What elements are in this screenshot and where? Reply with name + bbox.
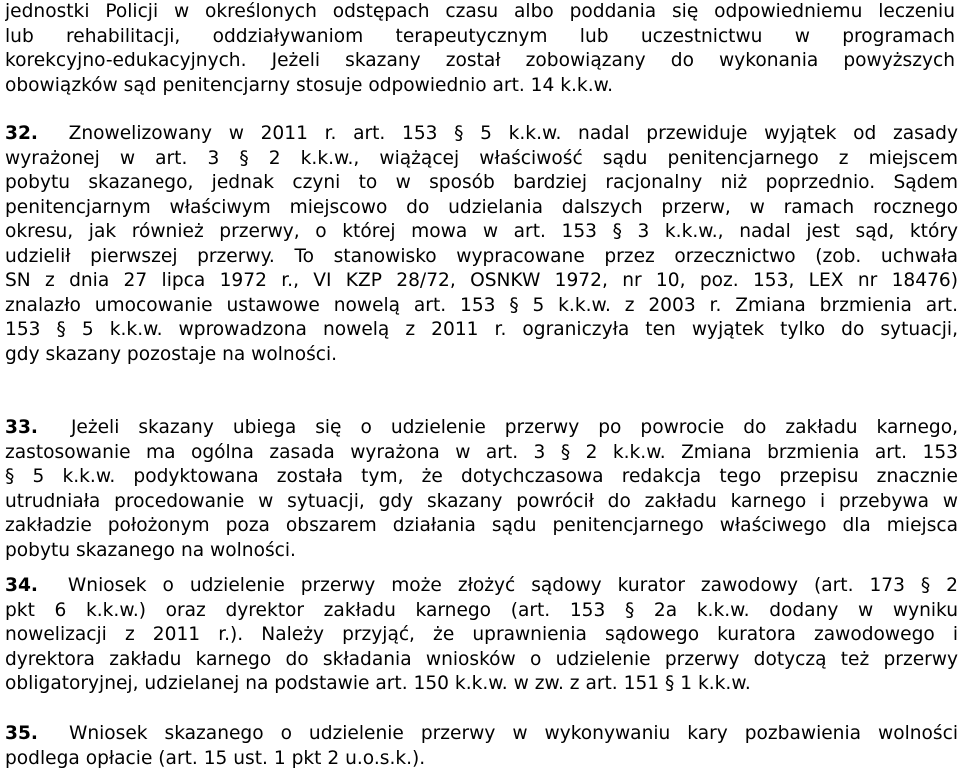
- text-line: gdy skazany pozostaje na wolności.: [5, 343, 338, 365]
- note-number: 32.: [5, 123, 38, 144]
- text-line: zakładzie położonym poza obszarem działania sądu penitencjarnego właściwego dla miejsca: [5, 515, 958, 536]
- text-line: wyrażonej w art. 3 § 2 k.k.w., wiążącej właściwość sądu penitencjarnego z miejscem: [5, 147, 958, 169]
- note-34: [5, 574, 958, 697]
- text-line: okresu, jak również przerwy, o której mowa w art. 153 § 3 k.k.w., nadal jest sąd, który: [5, 221, 958, 242]
- text-line: obligatoryjnej, udzielanej na podstawie art. 150 k.k.w. w zw. z art. 151 § 1 k.k.w.: [5, 673, 751, 694]
- note-first-line-text: Jeżeli skazany ubiega się o udzielenie przerwy po powrocie do zakładu karnego,: [70, 417, 958, 438]
- note-first-line: [5, 722, 958, 747]
- note-number: 34.: [5, 575, 38, 596]
- note-number: 35.: [5, 723, 38, 744]
- text-line: korekcyjno-edukacyjnych. Jeżeli skazany został zobowiązany do wykonania powyższych: [5, 50, 955, 71]
- paragraph-fragment: [5, 0, 955, 98]
- text-line: obowiązków sąd penitencjarny stosuje odpowiednio art. 14 k.k.w.: [5, 74, 614, 96]
- text-line: lub rehabilitacji, oddziaływaniom terapeutycznym lub uczestnictwu w programach: [5, 25, 955, 47]
- text-line: nowelizacji z 2011 r.). Należy przyjąć, że uprawnienia sądowego kuratora zawodowego i: [5, 624, 958, 645]
- note-first-line-text: Znowelizowany w 2011 r. art. 153 § 5 k.k.w. nadal przewiduje wyjątek od zasady: [68, 123, 958, 144]
- text-line: znalazło umocowanie ustawowe nowelą art. 153 § 5 k.k.w. z 2003 r. Zmiana brzmienia art.: [5, 294, 958, 316]
- text-line: utrudniała procedowanie w sytuacji, gdy skazany powrócił do zakładu karnego i przebywa w: [5, 490, 958, 512]
- text-line: pkt 6 k.k.w.) oraz dyrektor zakładu karnego (art. 153 § 2a k.k.w. dodany w wyniku: [5, 599, 958, 621]
- text-line: § 5 k.k.w. podyktowana została tym, że dotychczasowa redakcja tego przepisu znacznie: [5, 466, 958, 487]
- text-line: 153 § 5 k.k.w. wprowadzona nowelą z 2011 r. ograniczyła ten wyjątek tylko do sytuacji,: [5, 319, 958, 340]
- note-number: 33.: [5, 417, 38, 438]
- note-33: [5, 416, 958, 563]
- text-line: jednostki Policji w określonych odstępach czasu albo poddania się odpowiedniemu leczeniu: [5, 1, 955, 22]
- text-line: pobytu skazanego, jednak czyni to w sposób bardziej racjonalny niż poprzednio. Sądem: [5, 172, 958, 193]
- note-first-line: [5, 122, 958, 147]
- text-line: zastosowanie ma ogólna zasada wyrażona w art. 3 § 2 k.k.w. Zmiana brzmienia art. 153: [5, 441, 958, 463]
- text-line: udzielił pierwszej przerwy. To stanowisko wypracowane przez orzecznictwo (zob. uchwała: [5, 245, 958, 267]
- text-line: pobytu skazanego na wolności.: [5, 539, 296, 561]
- text-line: podlega opłacie (art. 15 ust. 1 pkt 2 u.o.s.k.).: [5, 747, 426, 769]
- text-line: dyrektora zakładu karnego do składania wniosków o udzielenie przerwy dotyczą też przerwy: [5, 648, 958, 670]
- text-line: penitencjarnym właściwym miejscowo do udzielania dalszych przerw, w ramach rocznego: [5, 196, 958, 218]
- note-first-line: [5, 416, 958, 441]
- note-first-line-text: Wniosek skazanego o udzielenie przerwy w wykonywaniu kary pozbawienia wolności: [68, 723, 958, 744]
- text-line: SN z dnia 27 lipca 1972 r., VI KZP 28/72, OSNKW 1972, nr 10, poz. 153, LEX nr 18476): [5, 270, 958, 291]
- note-32: [5, 122, 958, 367]
- note-first-line-text: Wniosek o udzielenie przerwy może złożyć sądowy kurator zawodowy (art. 173 § 2: [67, 575, 958, 596]
- note-first-line: [5, 574, 958, 599]
- note-35: [5, 722, 958, 771]
